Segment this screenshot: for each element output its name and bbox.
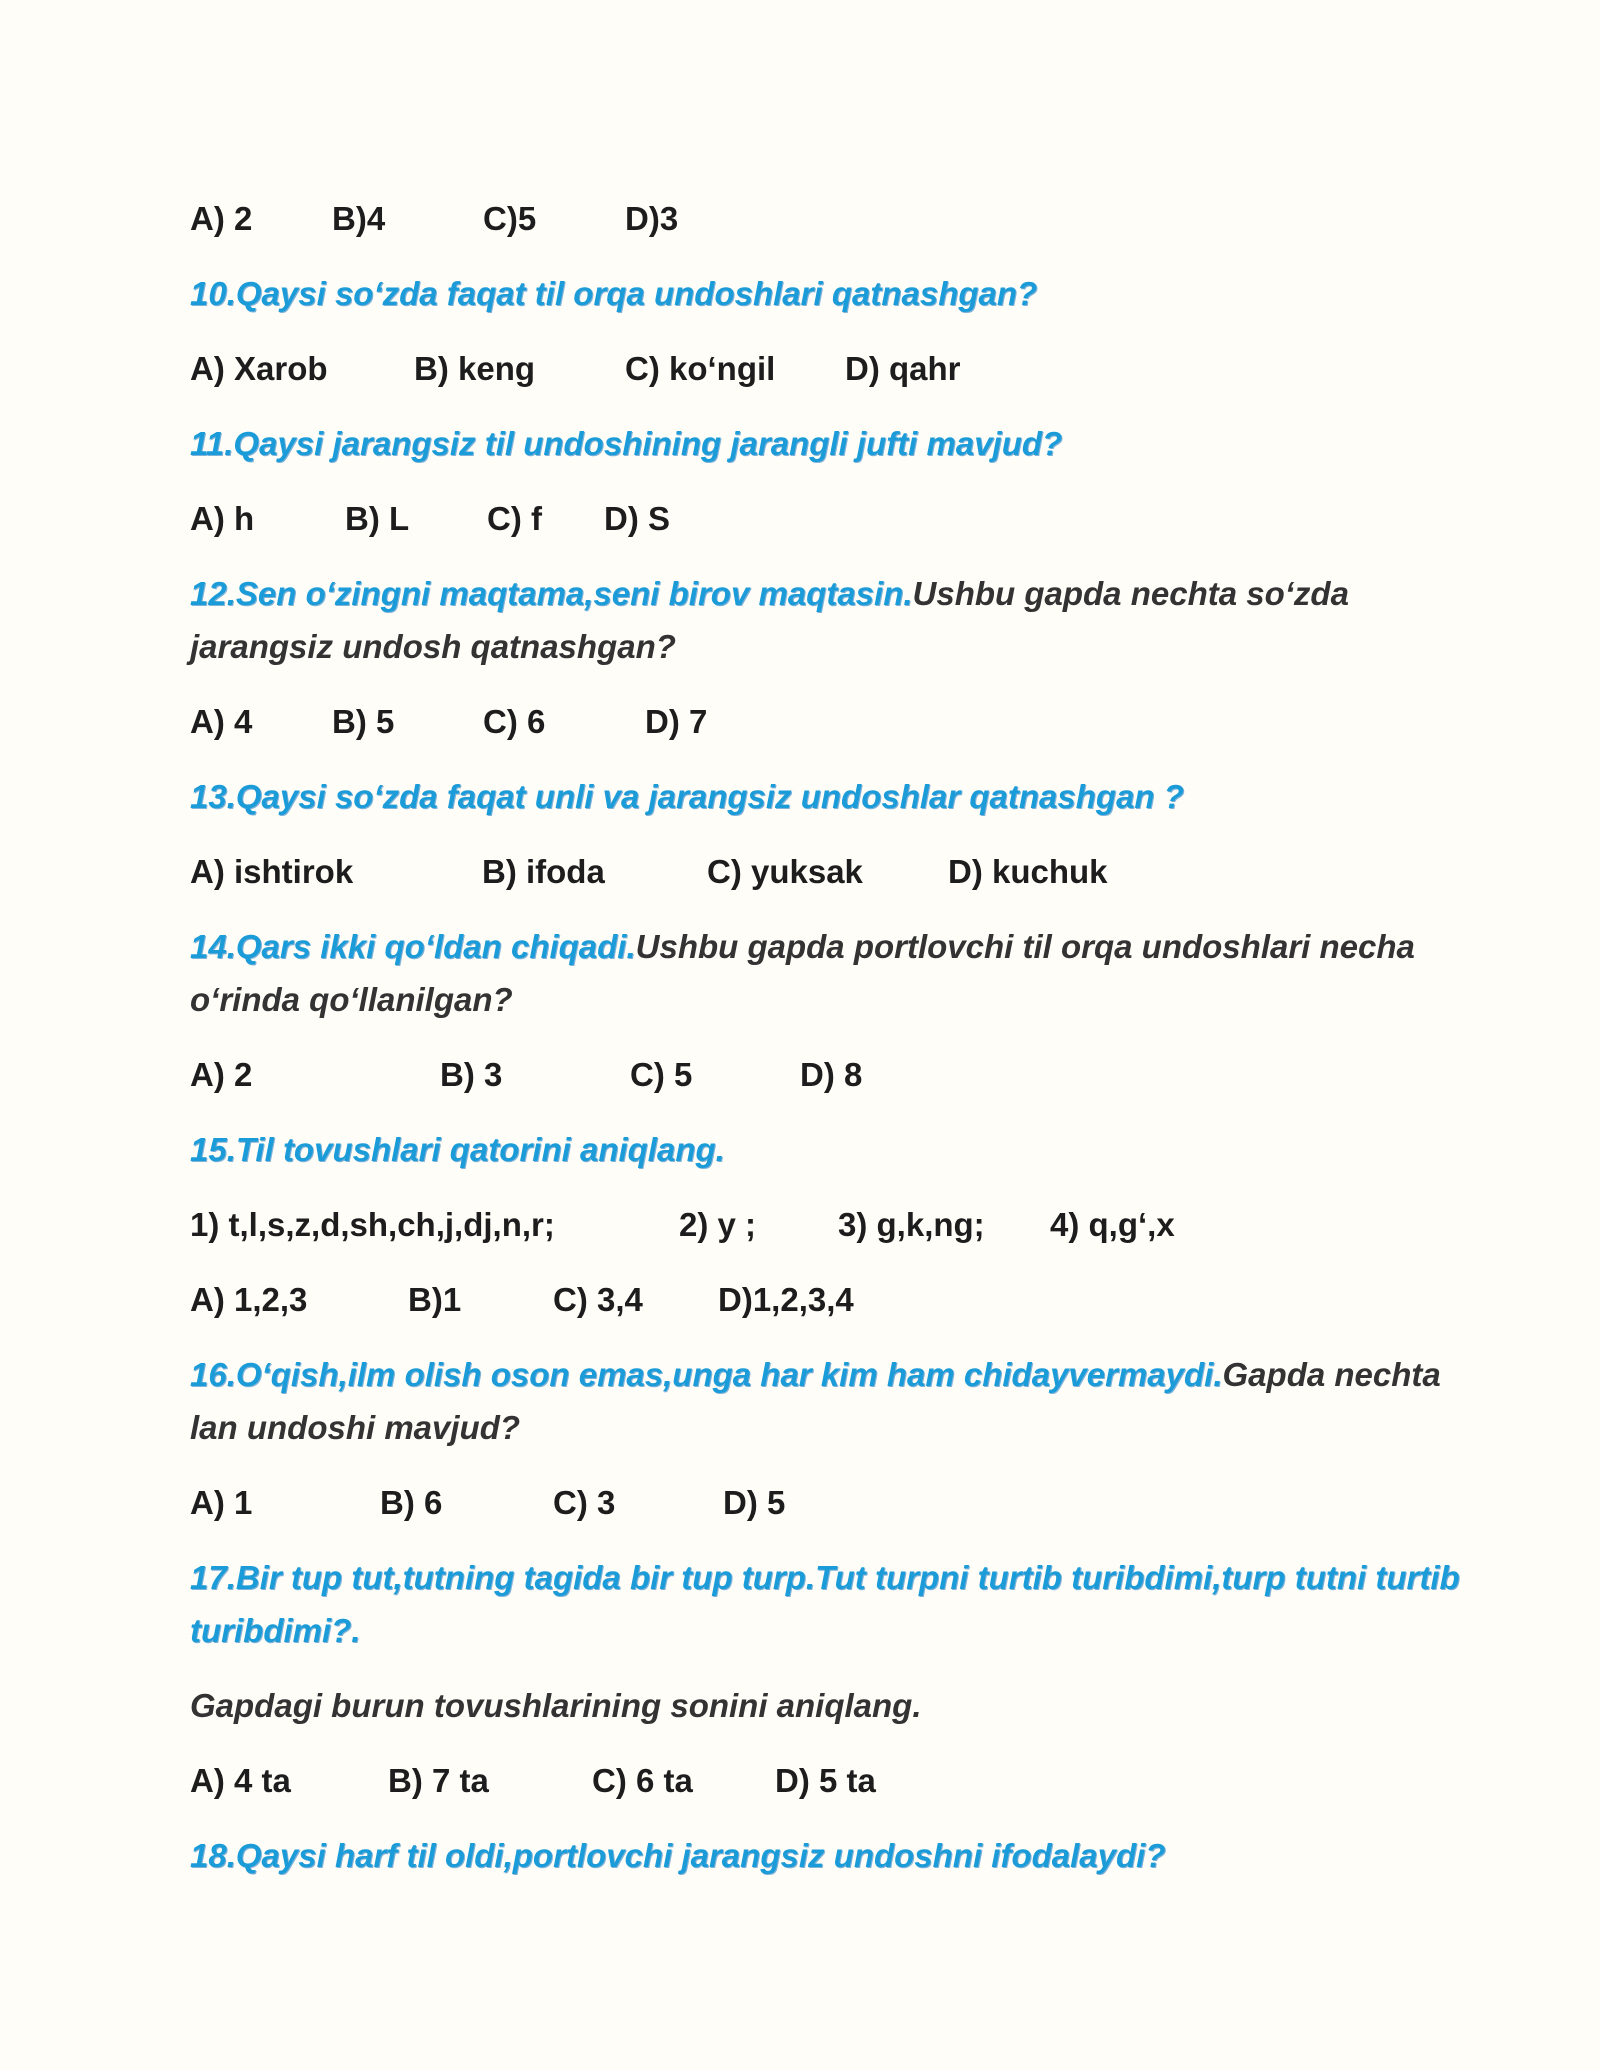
variant-4: 4) q,g‘,x bbox=[1050, 1206, 1175, 1243]
question-16-blue-part: 16.O‘qish,ilm olish oson emas,unga har kim ham chidayvermaydi. bbox=[190, 1356, 1223, 1393]
answer-row-q11 bbox=[190, 492, 1460, 545]
option-d: D)1,2,3,4 bbox=[718, 1281, 854, 1318]
option-c: C) 6 ta bbox=[592, 1762, 693, 1799]
question-14-dark-part: Ushbu gapda portlovchi til orqa undoshlari necha o‘rinda qo‘llanilgan? bbox=[190, 928, 1415, 1018]
option-a: A) 1 bbox=[190, 1484, 253, 1521]
option-a: A) 2 bbox=[190, 200, 253, 237]
answer-row-q13 bbox=[190, 845, 1460, 898]
option-c: C)5 bbox=[483, 200, 537, 237]
question-17-text: 17.Bir tup tut,tutning tagida bir tup turp.Tut turpni turtib turibdimi,turp tutni turtib turibdimi?. bbox=[190, 1559, 1460, 1649]
question-13-text: 13.Qaysi so‘zda faqat unli va jarangsiz undoshlar qatnashgan ? bbox=[190, 778, 1184, 815]
option-a: A) 4 ta bbox=[190, 1762, 291, 1799]
answer-row-q17 bbox=[190, 1754, 1460, 1807]
variant-2: 2) y ; bbox=[679, 1206, 757, 1243]
option-c: C) yuksak bbox=[707, 853, 863, 890]
option-c: C) ko‘ngil bbox=[625, 350, 776, 387]
question-14-blue-part: 14.Qars ikki qo‘ldan chiqadi. bbox=[190, 928, 636, 965]
option-c: C) 6 bbox=[483, 703, 546, 740]
option-d: D) S bbox=[604, 500, 670, 537]
option-b: B)4 bbox=[332, 200, 386, 237]
option-b: B) 5 bbox=[332, 703, 395, 740]
option-b: B)1 bbox=[408, 1281, 462, 1318]
option-a: A) 1,2,3 bbox=[190, 1281, 308, 1318]
option-b: B) 6 bbox=[380, 1484, 443, 1521]
option-c: C) 3 bbox=[553, 1484, 616, 1521]
question-12-blue-part: 12.Sen o‘zingni maqtama,seni birov maqtasin. bbox=[190, 575, 913, 612]
variant-3: 3) g,k,ng; bbox=[838, 1206, 985, 1243]
option-a: A) ishtirok bbox=[190, 853, 354, 890]
option-a: A) 2 bbox=[190, 1056, 253, 1093]
option-d: D) 7 bbox=[645, 703, 708, 740]
option-d: D) 8 bbox=[800, 1056, 863, 1093]
option-c: C) f bbox=[487, 500, 542, 537]
option-a: A) Xarob bbox=[190, 350, 328, 387]
question-12-dark-part: Ushbu gapda nechta so‘zda jarangsiz undosh qatnashgan? bbox=[190, 575, 1349, 665]
question-16-dark-part: Gapda nechta lan undoshi mavjud? bbox=[190, 1356, 1441, 1446]
answer-row-q14 bbox=[190, 1048, 1460, 1101]
answer-row-q15 bbox=[190, 1273, 1460, 1326]
question-18-text: 18.Qaysi harf til oldi,portlovchi jarangsiz undoshni ifodalaydi? bbox=[190, 1837, 1166, 1874]
option-b: B) L bbox=[345, 500, 410, 537]
answer-row-q10 bbox=[190, 342, 1460, 395]
option-b: B) keng bbox=[414, 350, 536, 387]
option-c: C) 3,4 bbox=[553, 1281, 643, 1318]
option-d: D) qahr bbox=[845, 350, 961, 387]
question-16-text bbox=[190, 1348, 1460, 1454]
option-d: D) 5 bbox=[723, 1484, 786, 1521]
question-14-text bbox=[190, 920, 1460, 1026]
option-d: D)3 bbox=[625, 200, 679, 237]
option-d: D) 5 ta bbox=[775, 1762, 876, 1799]
question-15-text: 15.Til tovushlari qatorini aniqlang. bbox=[190, 1131, 725, 1168]
answer-row-q12 bbox=[190, 695, 1460, 748]
option-b: B) 3 bbox=[440, 1056, 503, 1093]
option-a: A) h bbox=[190, 500, 255, 537]
answer-row-q9 bbox=[190, 192, 1460, 245]
variant-row-q15 bbox=[190, 1198, 1460, 1251]
option-b: B) ifoda bbox=[482, 853, 605, 890]
option-d: D) kuchuk bbox=[948, 853, 1108, 890]
question-10-text: 10.Qaysi so‘zda faqat til orqa undoshlari qatnashgan? bbox=[190, 275, 1038, 312]
question-17-instruction: Gapdagi burun tovushlarining sonini aniqlang. bbox=[190, 1687, 922, 1724]
quiz-content bbox=[190, 192, 1460, 1904]
question-11-text: 11.Qaysi jarangsiz til undoshining jarangli jufti mavjud? bbox=[190, 425, 1063, 462]
option-a: A) 4 bbox=[190, 703, 253, 740]
option-b: B) 7 ta bbox=[388, 1762, 489, 1799]
variant-1: 1) t,l,s,z,d,sh,ch,j,dj,n,r; bbox=[190, 1206, 555, 1243]
question-12-text bbox=[190, 567, 1460, 673]
option-c: C) 5 bbox=[630, 1056, 693, 1093]
answer-row-q16 bbox=[190, 1476, 1460, 1529]
